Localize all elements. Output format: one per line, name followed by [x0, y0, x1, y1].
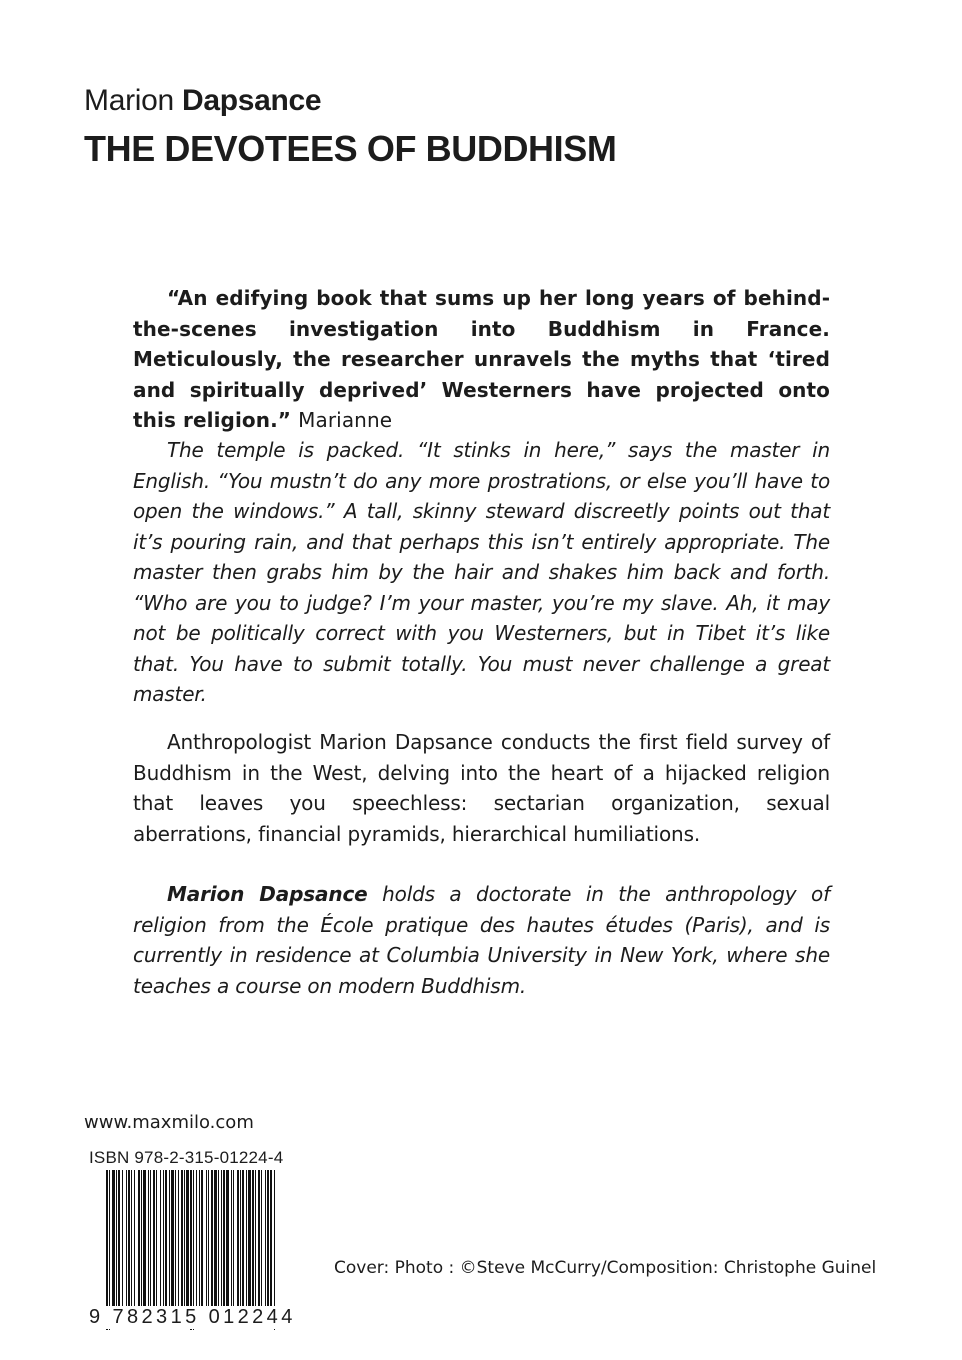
barcode-bar — [233, 1170, 234, 1306]
barcode-bar — [196, 1170, 197, 1306]
publisher-website: www.maxmilo.com — [84, 1112, 254, 1133]
barcode-bar — [128, 1170, 130, 1306]
press-quote — [133, 283, 830, 436]
barcode-bar — [131, 1170, 132, 1306]
barcode-bar — [138, 1170, 140, 1306]
barcode-bar — [116, 1170, 117, 1306]
excerpt-paragraph — [133, 435, 830, 710]
barcode-bar — [221, 1170, 222, 1306]
isbn-label: ISBN 978-2-315-01224-4 — [89, 1148, 284, 1167]
barcode-bar — [112, 1170, 115, 1306]
barcode-bar — [223, 1170, 225, 1306]
barcode-bar — [122, 1170, 123, 1306]
bio-text: holds a doctorate in the anthropology of religion from the École pratique des hautes études (Paris), and is currently in residence at Columbia University in New York, where she teaches a course on modern Buddhism. — [133, 882, 830, 998]
barcode-bar — [169, 1170, 170, 1306]
barcode-bar — [240, 1170, 241, 1306]
author-last-name: Dapsance — [181, 84, 322, 117]
barcode-bar — [160, 1170, 161, 1306]
barcode-bar — [134, 1170, 135, 1306]
bio-author-name: Marion Dapsance — [167, 882, 368, 906]
author-bio — [133, 879, 830, 1001]
barcode-bar — [218, 1170, 219, 1306]
barcode-bar — [163, 1170, 164, 1306]
barcode-bar — [199, 1170, 200, 1306]
barcode-bar — [265, 1170, 266, 1306]
barcode-bar — [261, 1170, 262, 1306]
barcode-bar — [248, 1170, 251, 1306]
cover-credits: Cover: Photo : ©Steve McCurry/Composition: Christophe Guinel — [334, 1258, 877, 1278]
barcode-bar — [150, 1170, 151, 1306]
barcode-bar — [206, 1170, 207, 1306]
barcode-bar — [171, 1170, 174, 1306]
summary-paragraph — [133, 727, 830, 849]
barcode-bar — [226, 1170, 229, 1306]
barcode-bar — [270, 1170, 272, 1306]
barcode-bar — [211, 1170, 213, 1306]
barcode-bar — [201, 1170, 203, 1306]
barcode-bar — [214, 1170, 217, 1306]
barcode-bar — [175, 1170, 176, 1306]
author-name — [84, 84, 321, 118]
barcode-digits: 9 782315 012244 — [89, 1306, 300, 1329]
barcode-bar — [181, 1170, 183, 1306]
barcode-bar — [118, 1170, 120, 1306]
barcode-bar — [143, 1170, 146, 1306]
press-quote-source: Marianne — [298, 408, 393, 432]
press-quote-text: “An edifying book that sums up her long years of behindthe-scenes investigation into Buddhism in France. Meticulously, the researcher unravels the myths that ‘tired and spiritually deprived’ Westerners have projected onto this religion.” — [133, 286, 830, 432]
barcode-bar — [246, 1170, 247, 1306]
barcode-bar — [126, 1170, 127, 1306]
barcode-bar — [242, 1170, 244, 1306]
barcode-bar — [255, 1170, 256, 1306]
summary-text: Anthropologist Marion Dapsance conducts the first field survey of Buddhism in the West, delving into the heart of a hijacked religion that leaves you speechless: sectarian organization, sexual aberrations, financial pyramids, hierarchical humiliations. — [133, 730, 830, 846]
barcode-bar — [267, 1170, 269, 1306]
barcode-bar — [208, 1170, 209, 1306]
barcode-bar — [165, 1170, 167, 1306]
barcode-bar — [178, 1170, 179, 1306]
barcode-bar — [148, 1170, 149, 1306]
barcode-bar — [231, 1170, 232, 1306]
barcode-bar — [258, 1170, 260, 1306]
barcode-bar — [186, 1170, 189, 1306]
author-first-name: Marion — [84, 84, 174, 117]
excerpt-text: The temple is packed. “It stinks in here,” says the master in English. “You mustn’t do any more prostrations, or else you’ll have to open the windows.” A tall, skinny steward discreetly points out that it’s pouring rain, and that perhaps this isn’t entirely appropriate. The master then grabs him by the hair and shakes him back and forth. “Who are you to judge? I’m your master, you’re my slave. Ah, it may not be politically correct with you Westerners, but in Tibet it’s like that. You have to submit totally. You must never challenge a great master. — [133, 438, 830, 706]
barcode-bar — [156, 1170, 157, 1306]
barcode-bar — [141, 1170, 142, 1306]
barcode-bar — [237, 1170, 239, 1306]
barcode-bar — [184, 1170, 185, 1306]
barcode-bar — [153, 1170, 155, 1306]
book-title: THE DEVOTEES OF BUDDHISM — [84, 128, 617, 169]
barcode-bar — [252, 1170, 254, 1306]
